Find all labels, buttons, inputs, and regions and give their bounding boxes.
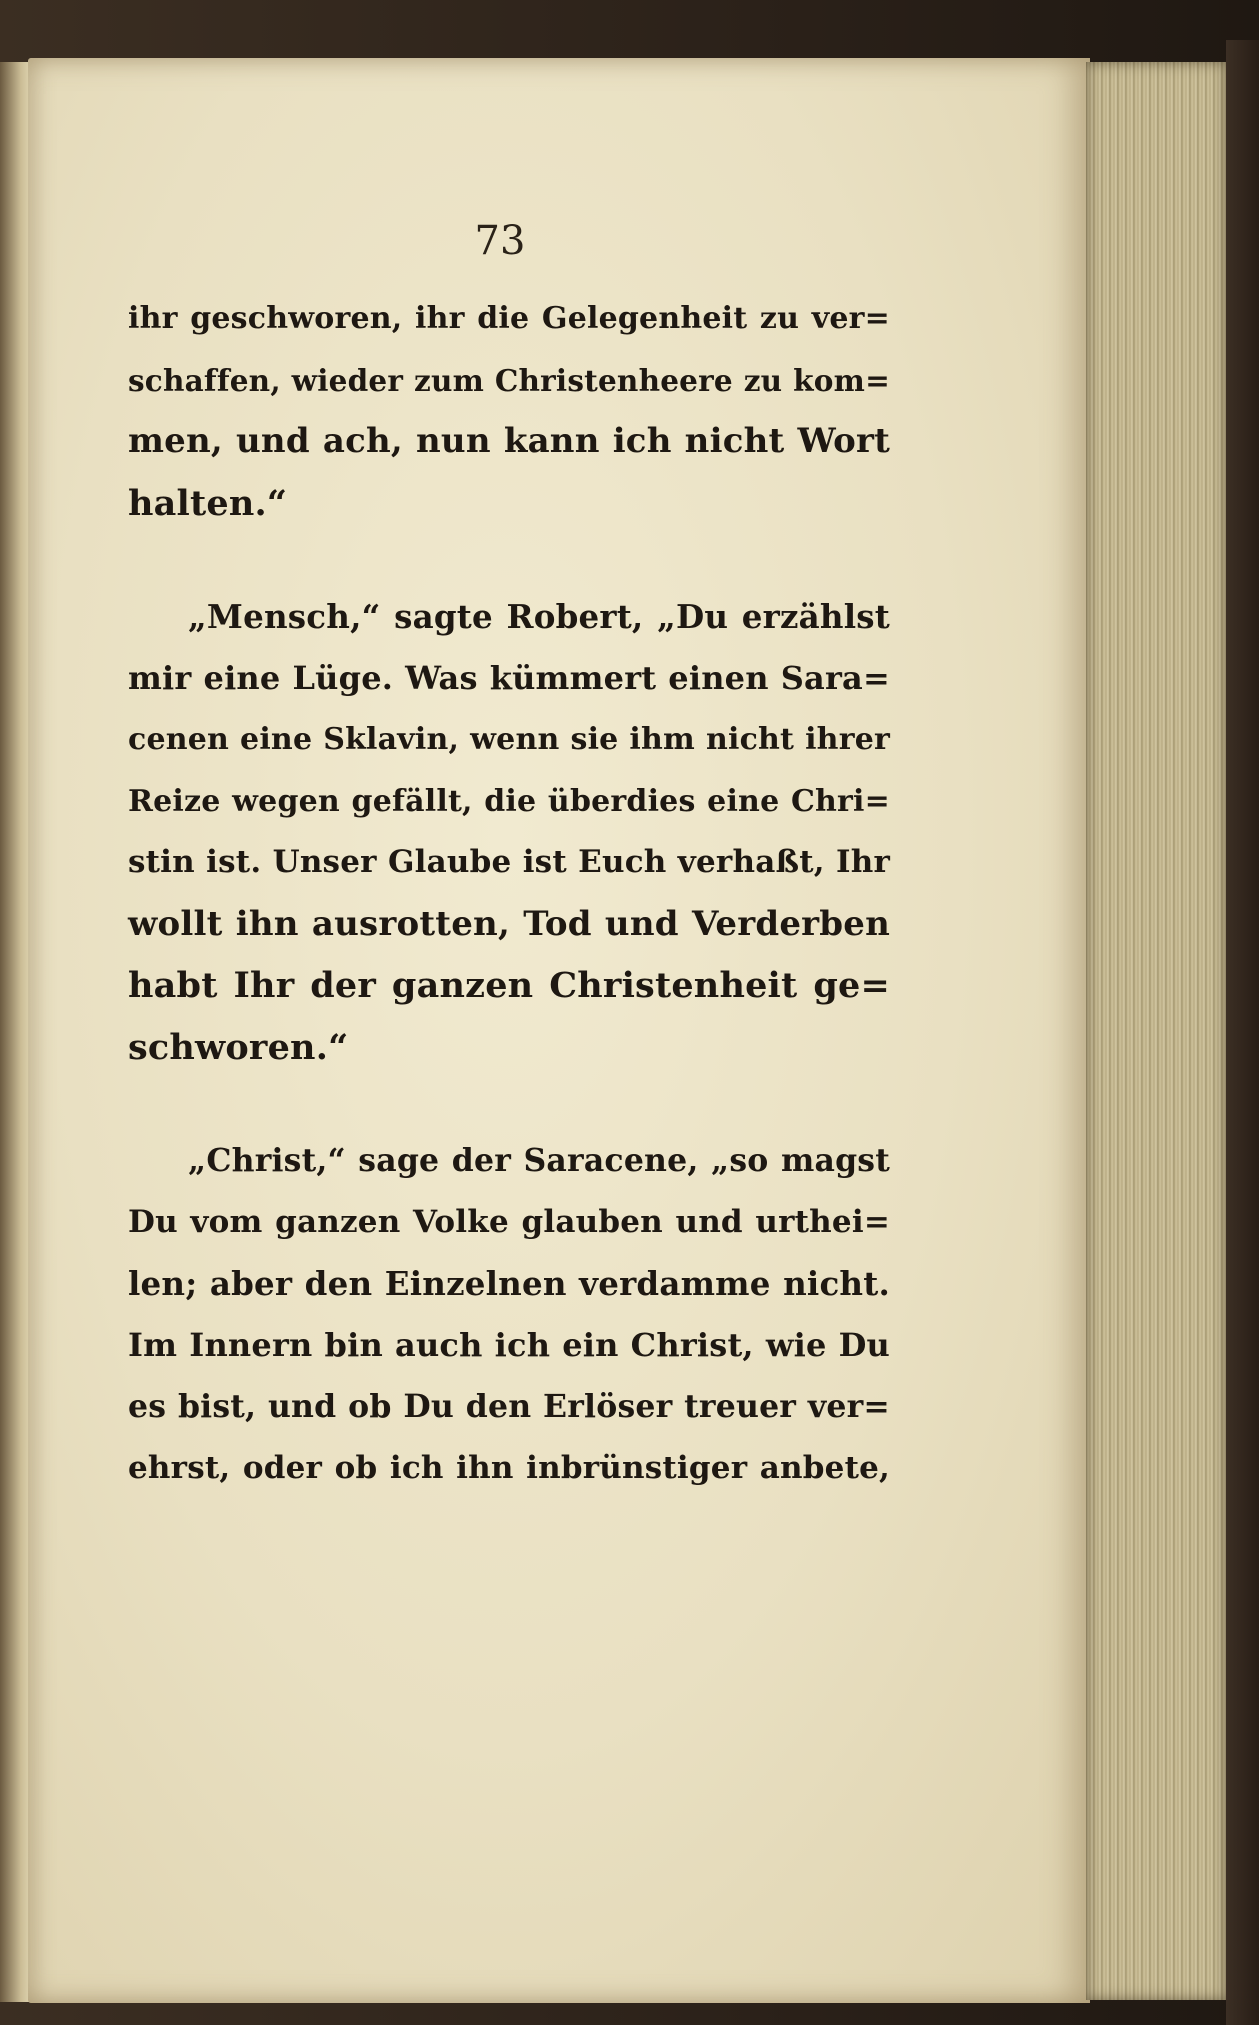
- facing-page-edge: [0, 62, 30, 2002]
- page-number: 73: [474, 218, 526, 264]
- text-line: Im Innern bin auch ich ein Christ, wie Du: [128, 1325, 890, 1364]
- text-line: „Mensch,“ sagte Robert, „Du erzählst: [188, 597, 890, 636]
- paragraph: [128, 1130, 890, 1499]
- text-line: „Christ,“ sage der Saracene, „so magst: [188, 1142, 890, 1179]
- paragraph: [128, 586, 890, 1078]
- text-line: mir eine Lüge. Was kümmert einen Sara=: [128, 658, 890, 697]
- cover-edge: [1226, 40, 1259, 2025]
- text-line: ehrst, oder ob ich ihn inbrünstiger anbete,: [128, 1449, 890, 1486]
- body-text: [128, 288, 890, 1499]
- page-edges: [1086, 62, 1226, 2000]
- text-line: es bist, und ob Du den Erlöser treuer ver=: [128, 1388, 890, 1425]
- text-line: cenen eine Sklavin, wenn sie ihm nicht ihrer: [128, 722, 890, 757]
- text-line: schworen.“: [128, 1026, 349, 1068]
- text-line: wollt ihn ausrotten, Tod und Verderben: [128, 903, 890, 944]
- paragraph: [128, 288, 890, 534]
- text-line: schaffen, wieder zum Christenheere zu kom=: [128, 362, 890, 398]
- text-line: Reize wegen gefällt, die überdies eine Chri=: [128, 783, 890, 819]
- paragraph-gap: [128, 534, 890, 586]
- text-line: len; aber den Einzelnen verdamme nicht.: [128, 1264, 890, 1303]
- text-line: habt Ihr der ganzen Christenheit ge=: [128, 965, 890, 1006]
- text-line: Du vom ganzen Volke glauben und urthei=: [128, 1203, 890, 1240]
- text-line: men, und ach, nun kann ich nicht Wort: [128, 421, 890, 461]
- text-line: halten.“: [128, 482, 288, 524]
- text-line: stin ist. Unser Glaube ist Euch verhaßt, Ihr: [128, 844, 890, 880]
- paragraph-gap: [128, 1078, 890, 1130]
- text-line: ihr geschworen, ihr die Gelegenheit zu ver=: [128, 301, 890, 336]
